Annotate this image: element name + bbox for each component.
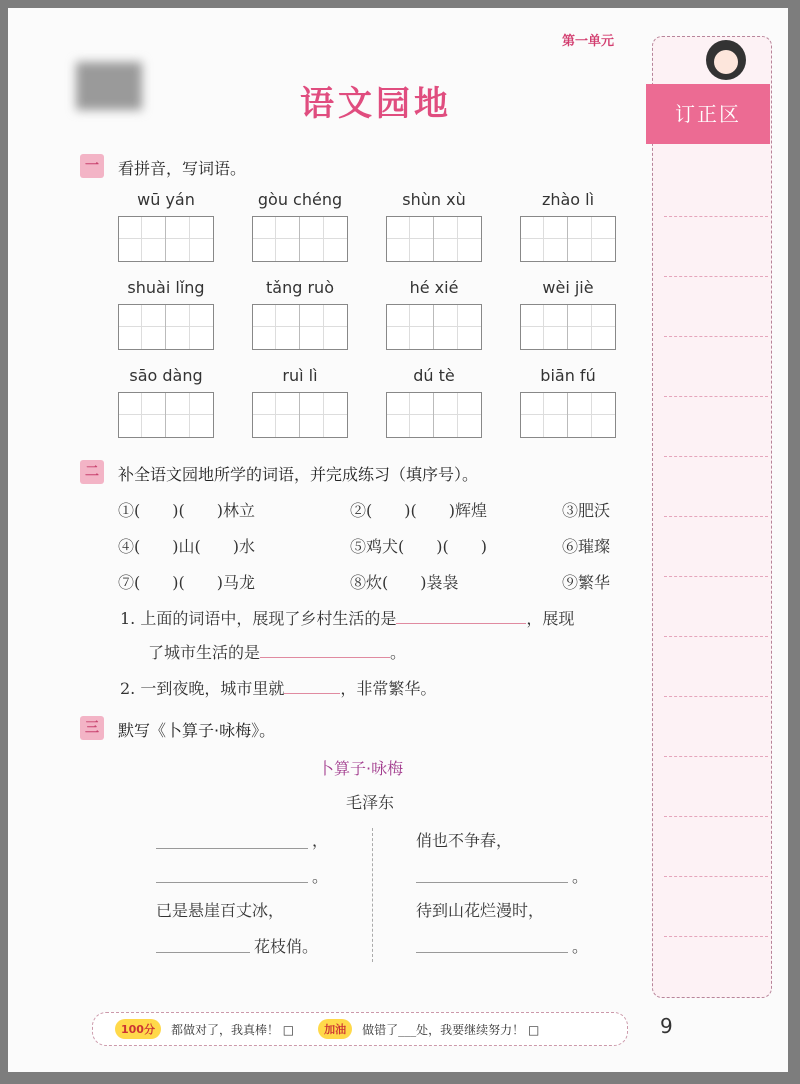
self-eval-mistakes[interactable]: 做错了___处，我要继续努力！ □ (362, 1022, 540, 1037)
correction-rule-line (664, 516, 768, 517)
writing-box[interactable] (520, 304, 616, 350)
section-number-1: 一 (80, 154, 104, 178)
word-fill-item[interactable]: ⑦( )( )马龙 (118, 573, 255, 592)
pinyin-label: wū yán (137, 190, 195, 209)
pinyin-label: ruì lì (282, 366, 318, 385)
writing-box[interactable] (118, 304, 214, 350)
answer-blank[interactable] (396, 623, 526, 624)
pinyin-label: biān fú (540, 366, 596, 385)
pinyin-label: shùn xù (402, 190, 466, 209)
writing-box[interactable] (252, 304, 348, 350)
section-number-2: 二 (80, 460, 104, 484)
correction-rule-line (664, 456, 768, 457)
pinyin-label: gòu chéng (257, 190, 343, 209)
question-1-line-1: 1. 上面的词语中，展现了乡村生活的是 ，展现 (120, 609, 575, 628)
full-score-badge: 100分 (115, 1019, 161, 1039)
poem-right-line-2: 。 (572, 867, 589, 886)
poem-right-line-1: 俏也不争春， (416, 831, 513, 850)
poem-blank[interactable] (416, 882, 568, 883)
writing-box[interactable] (118, 392, 214, 438)
pinyin-label: shuài lǐng (127, 278, 205, 297)
writing-box[interactable] (520, 392, 616, 438)
question-2: 2. 一到夜晚，城市里就 ，非常繁华。 (120, 679, 437, 698)
writing-box[interactable] (118, 216, 214, 262)
pinyin-label: dú tè (413, 366, 455, 385)
poem-left-line-3: 已是悬崖百丈冰， (156, 901, 285, 920)
answer-blank[interactable] (260, 657, 390, 658)
word-fill-item[interactable]: ⑧炊( )袅袅 (350, 573, 459, 592)
unit-label: 第一单元 (562, 34, 615, 49)
correction-rule-line (664, 636, 768, 637)
girl-face (714, 50, 738, 74)
poem-blank[interactable] (156, 952, 250, 953)
correction-area-title: 订正区 (646, 84, 770, 144)
self-evaluation-bar (92, 1012, 628, 1046)
writing-box[interactable] (386, 304, 482, 350)
poem-left-line-4: 花枝俏。 (254, 937, 319, 956)
section-title-3: 默写《卜算子·咏梅》。 (118, 721, 276, 740)
section-title-1: 看拼音，写词语。 (118, 159, 247, 178)
pinyin-label: wèi jiè (542, 278, 594, 297)
poem-left-line-2: 。 (312, 867, 329, 886)
pinyin-label: sāo dàng (129, 366, 203, 385)
poem-divider (372, 828, 373, 962)
word-fill-item[interactable]: ①( )( )林立 (118, 501, 255, 520)
correction-rule-line (664, 696, 768, 697)
poem-blank[interactable] (416, 952, 568, 953)
correction-rule-line (664, 876, 768, 877)
section-title-2: 补全语文园地所学的词语，并完成练习（填序号）。 (118, 465, 479, 484)
correction-rule-line (664, 936, 768, 937)
correction-rule-line (664, 396, 768, 397)
word-fill-item[interactable]: ②( )( )辉煌 (350, 501, 487, 520)
self-eval-correct[interactable]: 都做对了，我真棒！ □ (170, 1022, 295, 1037)
correction-rule-line (664, 216, 768, 217)
correction-rule-line (664, 576, 768, 577)
page-title: 语文园地 (300, 84, 452, 124)
word-fill-item[interactable]: ⑤鸡犬( )( ) (350, 537, 487, 556)
correction-rule-line (664, 276, 768, 277)
writing-box[interactable] (252, 216, 348, 262)
question-1-line-2: 了城市生活的是 。 (148, 643, 407, 662)
poem-right-line-3: 待到山花烂漫时， (416, 901, 545, 920)
word-fill-item[interactable]: ⑨繁华 (562, 573, 611, 592)
page-number: 9 (660, 1014, 673, 1038)
poem-title: 卜算子·咏梅 (318, 759, 404, 778)
poem-blank[interactable] (156, 882, 308, 883)
poem-right-line-4: 。 (572, 937, 589, 956)
writing-box[interactable] (386, 216, 482, 262)
word-fill-item[interactable]: ⑥璀璨 (562, 537, 611, 556)
keep-going-badge: 加油 (318, 1019, 352, 1039)
poem-author: 毛泽东 (346, 793, 395, 812)
word-fill-item[interactable]: ④( )山( )水 (118, 537, 255, 556)
writing-box[interactable] (252, 392, 348, 438)
section-number-3: 三 (80, 716, 104, 740)
correction-rule-line (664, 816, 768, 817)
pinyin-label: tǎng ruò (266, 278, 334, 297)
writing-box[interactable] (386, 392, 482, 438)
correction-rule-line (664, 756, 768, 757)
pinyin-label: zhào lì (541, 190, 595, 209)
pinyin-label: hé xié (409, 278, 459, 297)
correction-area (652, 36, 772, 998)
answer-blank[interactable] (284, 693, 340, 694)
correction-rule-line (664, 336, 768, 337)
writing-box[interactable] (520, 216, 616, 262)
poem-blank[interactable] (156, 848, 308, 849)
word-fill-item[interactable]: ③肥沃 (562, 501, 611, 520)
poem-left-line-1: ， (312, 831, 329, 850)
blurred-qr-code (76, 62, 142, 110)
